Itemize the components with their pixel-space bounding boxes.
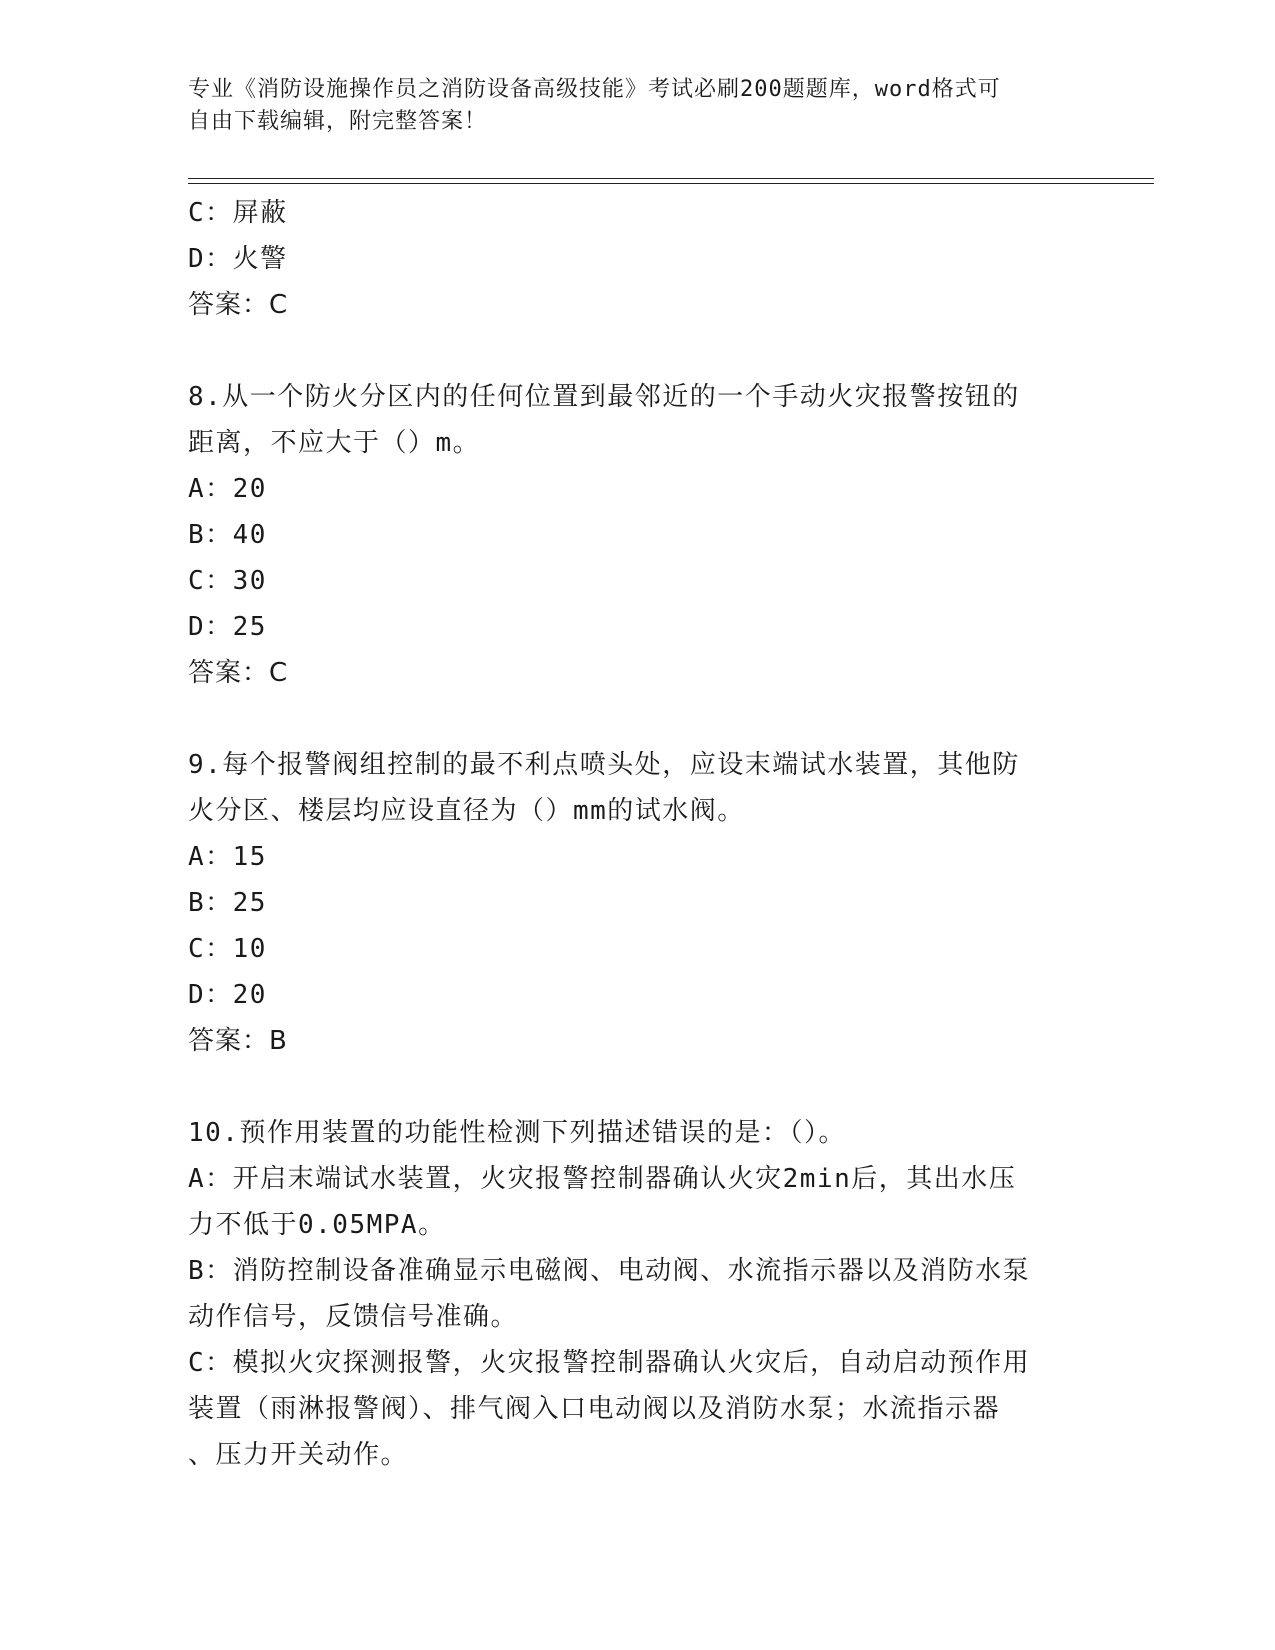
question-stem-line: 10.预作用装置的功能性检测下列描述错误的是：（）。 [188, 1118, 846, 1148]
question-8 [188, 374, 1088, 696]
option-b: B：25 [188, 888, 267, 918]
spacer [188, 1064, 1088, 1110]
question-9 [188, 742, 1088, 1064]
question-stem-line: 9.每个报警阀组控制的最不利点喷头处，应设末端试水装置，其他防 [188, 750, 1020, 780]
question-10 [188, 1110, 1088, 1478]
option-b-line: 动作信号，反馈信号准确。 [188, 1302, 519, 1332]
answer-line: 答案：C [188, 658, 289, 688]
spacer [188, 696, 1088, 742]
option-b-line: B：消防控制设备准确显示电磁阀、电动阀、水流指示器以及消防水泵 [188, 1256, 1031, 1286]
header-divider-bottom [188, 183, 1154, 184]
option-c: C：10 [188, 934, 267, 964]
option-a-line: A：开启末端试水装置，火灾报警控制器确认火灾2min后，其出水压 [188, 1164, 1017, 1194]
spacer [188, 328, 1088, 374]
question-7-continuation [188, 190, 1088, 328]
header-line-2: 自由下载编辑，附完整答案！ [188, 109, 488, 134]
option-a-line: 力不低于0.05MPA。 [188, 1210, 446, 1240]
option-a: A：15 [188, 842, 267, 872]
answer-line: 答案：C [188, 290, 289, 320]
question-stem-line: 8.从一个防火分区内的任何位置到最邻近的一个手动火灾报警按钮的 [188, 382, 1020, 412]
answer-line: 答案：B [188, 1026, 288, 1056]
option-c-line: 、压力开关动作。 [188, 1440, 409, 1470]
question-stem-line: 距离，不应大于（）m。 [188, 428, 481, 458]
header-line-1: 专业《消防设施操作员之消防设备高级技能》考试必刷200题题库，word格式可 [188, 77, 1001, 102]
option-c-line: C：模拟火灾探测报警，火灾报警控制器确认火灾后，自动启动预作用 [188, 1348, 1031, 1378]
option-c: C：屏蔽 [188, 198, 288, 228]
option-d: D：25 [188, 612, 267, 642]
option-c: C：30 [188, 566, 267, 596]
header-divider-top [188, 178, 1154, 179]
question-list [188, 190, 1088, 1478]
option-a: A：20 [188, 474, 267, 504]
option-b: B：40 [188, 520, 267, 550]
document-header [188, 74, 1068, 138]
option-d: D：20 [188, 980, 267, 1010]
option-c-line: 装置（雨淋报警阀）、排气阀入口电动阀以及消防水泵；水流指示器 [188, 1394, 1001, 1424]
option-d: D：火警 [188, 244, 288, 274]
question-stem-line: 火分区、楼层均应设直径为（）mm的试水阀。 [188, 796, 745, 826]
